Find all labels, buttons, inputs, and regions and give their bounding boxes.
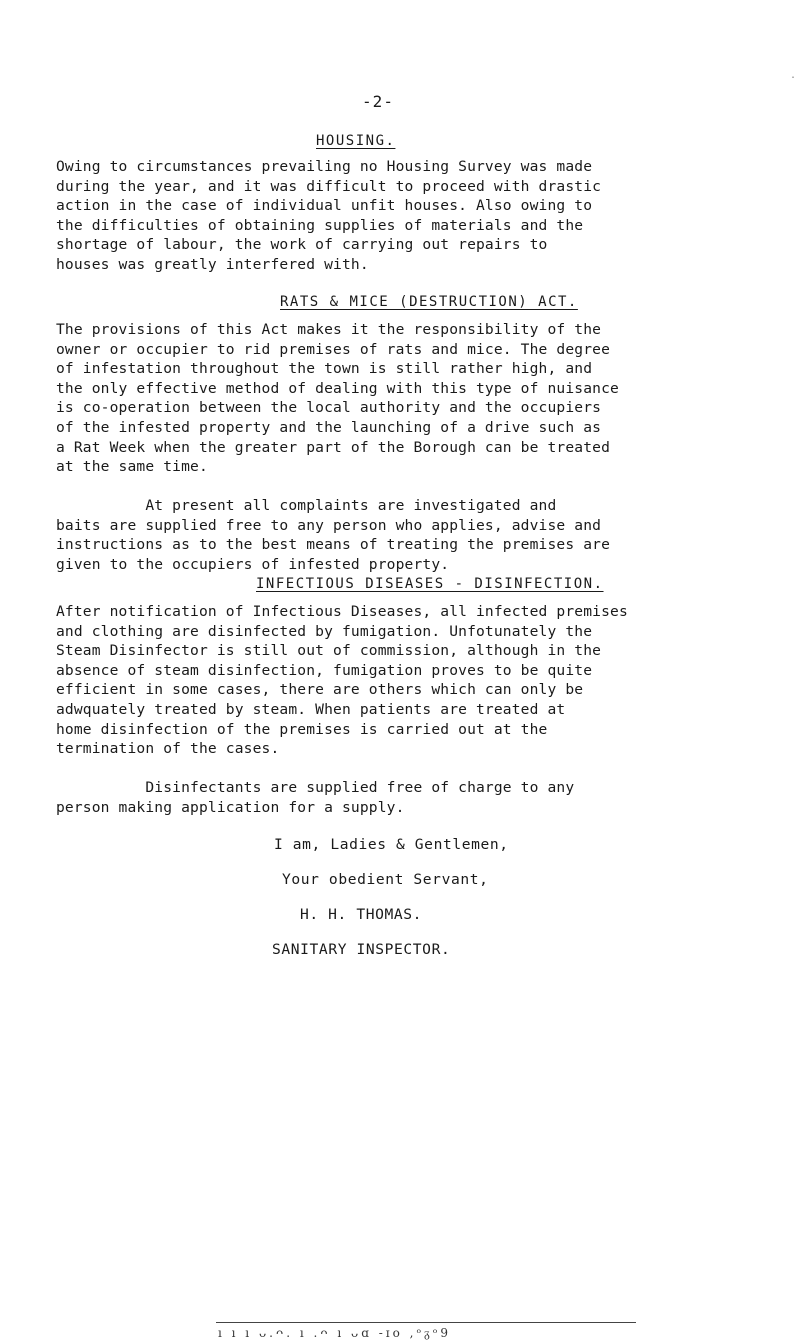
text-line: a Rat Week when the greater part of the Borough can be treated <box>56 438 611 456</box>
rats-paragraph-2 <box>56 496 756 574</box>
text-line: At present all complaints are investigated and <box>56 497 557 514</box>
text-line: Steam Disinfector is still out of commission, although in the <box>56 642 602 660</box>
text-line: at the same time. <box>56 458 208 476</box>
footer-handwriting: ı ı ı ᴗ.ᴖ. ı .ᴖ ı ᴗɑ -ɪo ,ᵒᵹᵒ9 <box>218 1326 452 1340</box>
footer-rule <box>216 1322 636 1323</box>
text-line: instructions as to the best means of treating the premises are <box>56 536 611 554</box>
text-line: baits are supplied free to any person who applies, advise and <box>56 516 602 534</box>
text-line: After notification of Infectious Diseases, all infected premises <box>56 603 628 620</box>
valediction: Your obedient Servant, <box>282 871 489 888</box>
housing-paragraph <box>56 157 756 275</box>
text-line: of the infested property and the launching of a drive such as <box>56 418 602 436</box>
text-line: of infestation throughout the town is still rather high, and <box>56 360 593 378</box>
signatory-name: H. H. THOMAS. <box>300 906 423 923</box>
infectious-paragraph-2 <box>56 778 756 817</box>
text-line: given to the occupiers of infested property. <box>56 555 450 573</box>
text-line: the only effective method of dealing with this type of nuisance <box>56 379 619 397</box>
text-line: houses was greatly interfered with. <box>56 255 369 273</box>
text-line: termination of the cases. <box>56 740 280 758</box>
page-number: -2- <box>362 92 394 111</box>
text-line: adwquately treated by steam. When patients are treated at <box>56 700 566 718</box>
text-line: absence of steam disinfection, fumigation proves to be quite <box>56 661 593 679</box>
infectious-paragraph-1 <box>56 602 756 759</box>
rats-paragraph-1 <box>56 320 756 477</box>
text-line: person making application for a supply. <box>56 798 405 816</box>
text-line: action in the case of individual unfit houses. Also owing to <box>56 197 593 215</box>
signatory-title: SANITARY INSPECTOR. <box>272 941 451 958</box>
text-line: shortage of labour, the work of carrying out repairs to <box>56 236 548 254</box>
text-line: is co-operation between the local authority and the occupiers <box>56 399 602 417</box>
text-line: and clothing are disinfected by fumigation. Unfotunately the <box>56 622 593 640</box>
salutation: I am, Ladies & Gentlemen, <box>274 836 509 853</box>
text-line: The provisions of this Act makes it the responsibility of the <box>56 321 602 338</box>
text-line: home disinfection of the premises is carried out at the <box>56 720 548 738</box>
text-line: Disinfectants are supplied free of charge to any <box>56 779 575 796</box>
scan-mark: . <box>790 70 797 81</box>
text-line: owner or occupier to rid premises of rats and mice. The degree <box>56 340 611 358</box>
infectious-diseases-heading: INFECTIOUS DISEASES - DISINFECTION. <box>256 576 604 592</box>
text-line: Owing to circumstances prevailing no Housing Survey was made <box>56 158 593 175</box>
housing-heading: HOUSING. <box>316 133 396 149</box>
text-line: efficient in some cases, there are others which can only be <box>56 681 584 699</box>
text-line: the difficulties of obtaining supplies of materials and the <box>56 216 584 234</box>
rats-mice-heading: RATS & MICE (DESTRUCTION) ACT. <box>280 294 578 310</box>
text-line: during the year, and it was difficult to proceed with drastic <box>56 177 602 195</box>
